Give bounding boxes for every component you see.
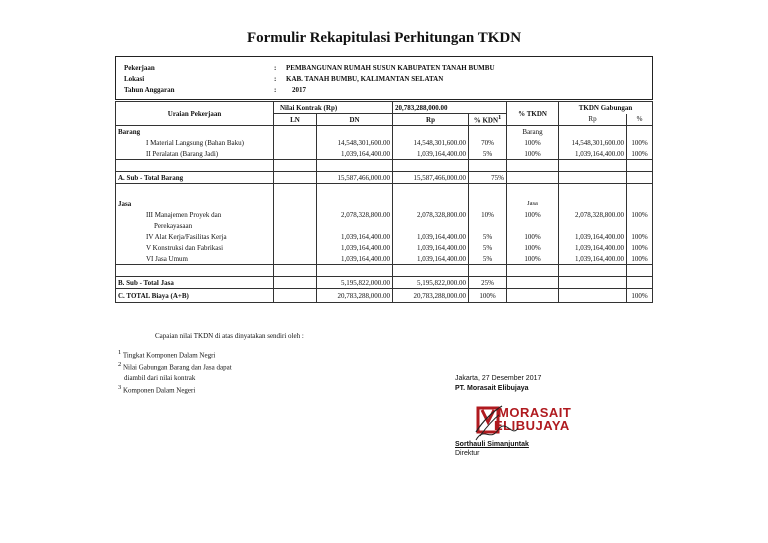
table-row: V Konstruksi dan Fabrikasi 1,039,164,400.00 1,039,164,400.00 5% 100% 1,039,164,400.00 100% — [116, 242, 653, 253]
section-jasa-tag: Jasa — [507, 198, 559, 209]
pct-tkdn-header: % TKDN — [507, 102, 559, 126]
info-row-pekerjaan: Pekerjaan : PEMBANGUNAN RUMAH SUSUN KABUPATEN TANAH BUMBU — [124, 64, 495, 72]
section-barang-tag: Barang — [507, 126, 559, 138]
logo-text-line1: MORASAIT — [498, 405, 572, 420]
info-row-lokasi: Lokasi : KAB. TANAH BUMBU, KALIMANTAN SELATAN — [124, 75, 444, 83]
signer-name: Sorthauli Simanjuntak — [455, 441, 529, 448]
col-rp: Rp — [393, 114, 469, 126]
footnote-item: $^1$ Tingkat Komponen Dalam Negri — [118, 349, 216, 360]
info-row-tahun: Tahun Anggaran : 2017 — [124, 86, 306, 94]
info-value: PEMBANGUNAN RUMAH SUSUN KABUPATEN TANAH BUMBU — [286, 64, 495, 72]
footnote-item: diambil dari nilai kontrak — [124, 373, 196, 382]
section-jasa-label: Jasa — [116, 198, 274, 209]
info-label: Tahun Anggaran — [124, 86, 175, 94]
table-row: IV Alat Kerja/Fasilitas Kerja 1,039,164,400.00 1,039,164,400.00 5% 100% 1,039,164,400.00 100% — [116, 231, 653, 242]
tkdn-gabungan-header: TKDN Gabungan — [559, 102, 653, 114]
tkdn-table: Uraian Pekerjaan Nilai Kontrak (Rp) 20,783,288,000.00 % TKDN TKDN Gabungan LN DN Rp % KDN$^1$ Rp % Barang Barang I Material Langsung (Bahan Baku) 14,548,301,600.00 14,548,301,600.00 70% 100% 14,548,301,600.00 100% II Peralatan (Barang Jadi) 1,039,164,400.00 1,039,164,400.00 5% 100% 1,039,164,400.00 100% A. Sub - Total Barang 15,587,466,000.00 15,587,466,000.00 75% Jasa Jasa III Manajemen Proyek dan 2,078,328,800.00 2,078,328,800.00 10% 100% 2,078,328,800.00 100% Perekayasaan IV Alat Kerja/Fasilitas Kerja 1,039,164,400.00 1,039,164,400.00 5% 100% 1,039,164,400.00 100% V Konstruksi dan Fabrikasi 1,039,164,400.00 1,039,164,400.00 5% 100% 1,039,164,400.00 100% VI Jasa Umum 1,039,164,400.00 1,039,164,400.00 5% 100% 1,039,164,400.00 100% B. Sub - Total Jasa 5,195,822,000.00 5,195,822,000.00 25% C. TOTAL Biaya (A+B) 20,783,288,000.00 20,783,288,000.00 100% 100% — [115, 101, 653, 303]
page-title: Formulir Rekapitulasi Perhitungan TKDN — [246, 30, 522, 46]
col-dn: DN — [317, 114, 393, 126]
subtotal-barang-row: A. Sub - Total Barang 15,587,466,000.00 15,587,466,000.00 75% — [116, 172, 653, 184]
logo-text-line2: ELIBUJAYA — [494, 418, 570, 433]
table-row: I Material Langsung (Bahan Baku) 14,548,301,600.00 14,548,301,600.00 70% 100% 14,548,301,600.00 100% — [116, 137, 653, 148]
footnotes — [118, 348, 232, 395]
nilai-kontrak-label: Nilai Kontrak (Rp) — [274, 102, 393, 114]
col-pct-gabungan: % — [627, 114, 653, 126]
section-barang-label: Barang — [116, 126, 274, 138]
place-date: Jakarta, 27 Desember 2017 — [455, 375, 542, 382]
footnote-item: $^2$ Nilai Gabungan Barang dan Jasa dapat — [118, 361, 232, 372]
statement-text: Capaian nilai TKDN di atas dinyatakan sendiri oleh : — [155, 332, 304, 340]
nilai-kontrak-value: 20,783,288,000.00 — [393, 102, 507, 114]
table-row: VI Jasa Umum 1,039,164,400.00 1,039,164,400.00 5% 100% 1,039,164,400.00 100% — [116, 253, 653, 265]
info-value: 2017 — [292, 86, 306, 94]
signer-position: Direktur — [455, 450, 480, 457]
info-value: KAB. TANAH BUMBU, KALIMANTAN SELATAN — [286, 75, 444, 83]
col-rp-gabungan: Rp — [559, 114, 627, 126]
col-ln: LN — [274, 114, 317, 126]
total-row: C. TOTAL Biaya (A+B) 20,783,288,000.00 20,783,288,000.00 100% 100% — [116, 289, 653, 303]
project-info-box — [115, 56, 653, 100]
company-name: PT. Morasait Elibujaya — [455, 385, 529, 392]
table-row: III Manajemen Proyek dan 2,078,328,800.00 2,078,328,800.00 10% 100% 2,078,328,800.00 100% — [116, 209, 653, 220]
footnote-item: $^3$ Komponen Dalam Negeri — [118, 383, 196, 394]
uraian-header: Uraian Pekerjaan — [116, 102, 274, 126]
subtotal-jasa-row: B. Sub - Total Jasa 5,195,822,000.00 5,195,822,000.00 25% — [116, 277, 653, 289]
col-pct-kdn: % KDN$^1$ — [469, 114, 507, 126]
info-label: Lokasi — [124, 75, 145, 83]
info-label: Pekerjaan — [124, 64, 155, 72]
table-row: II Peralatan (Barang Jadi) 1,039,164,400.00 1,039,164,400.00 5% 100% 1,039,164,400.00 100% — [116, 148, 653, 160]
company-logo-stamp — [474, 402, 572, 442]
